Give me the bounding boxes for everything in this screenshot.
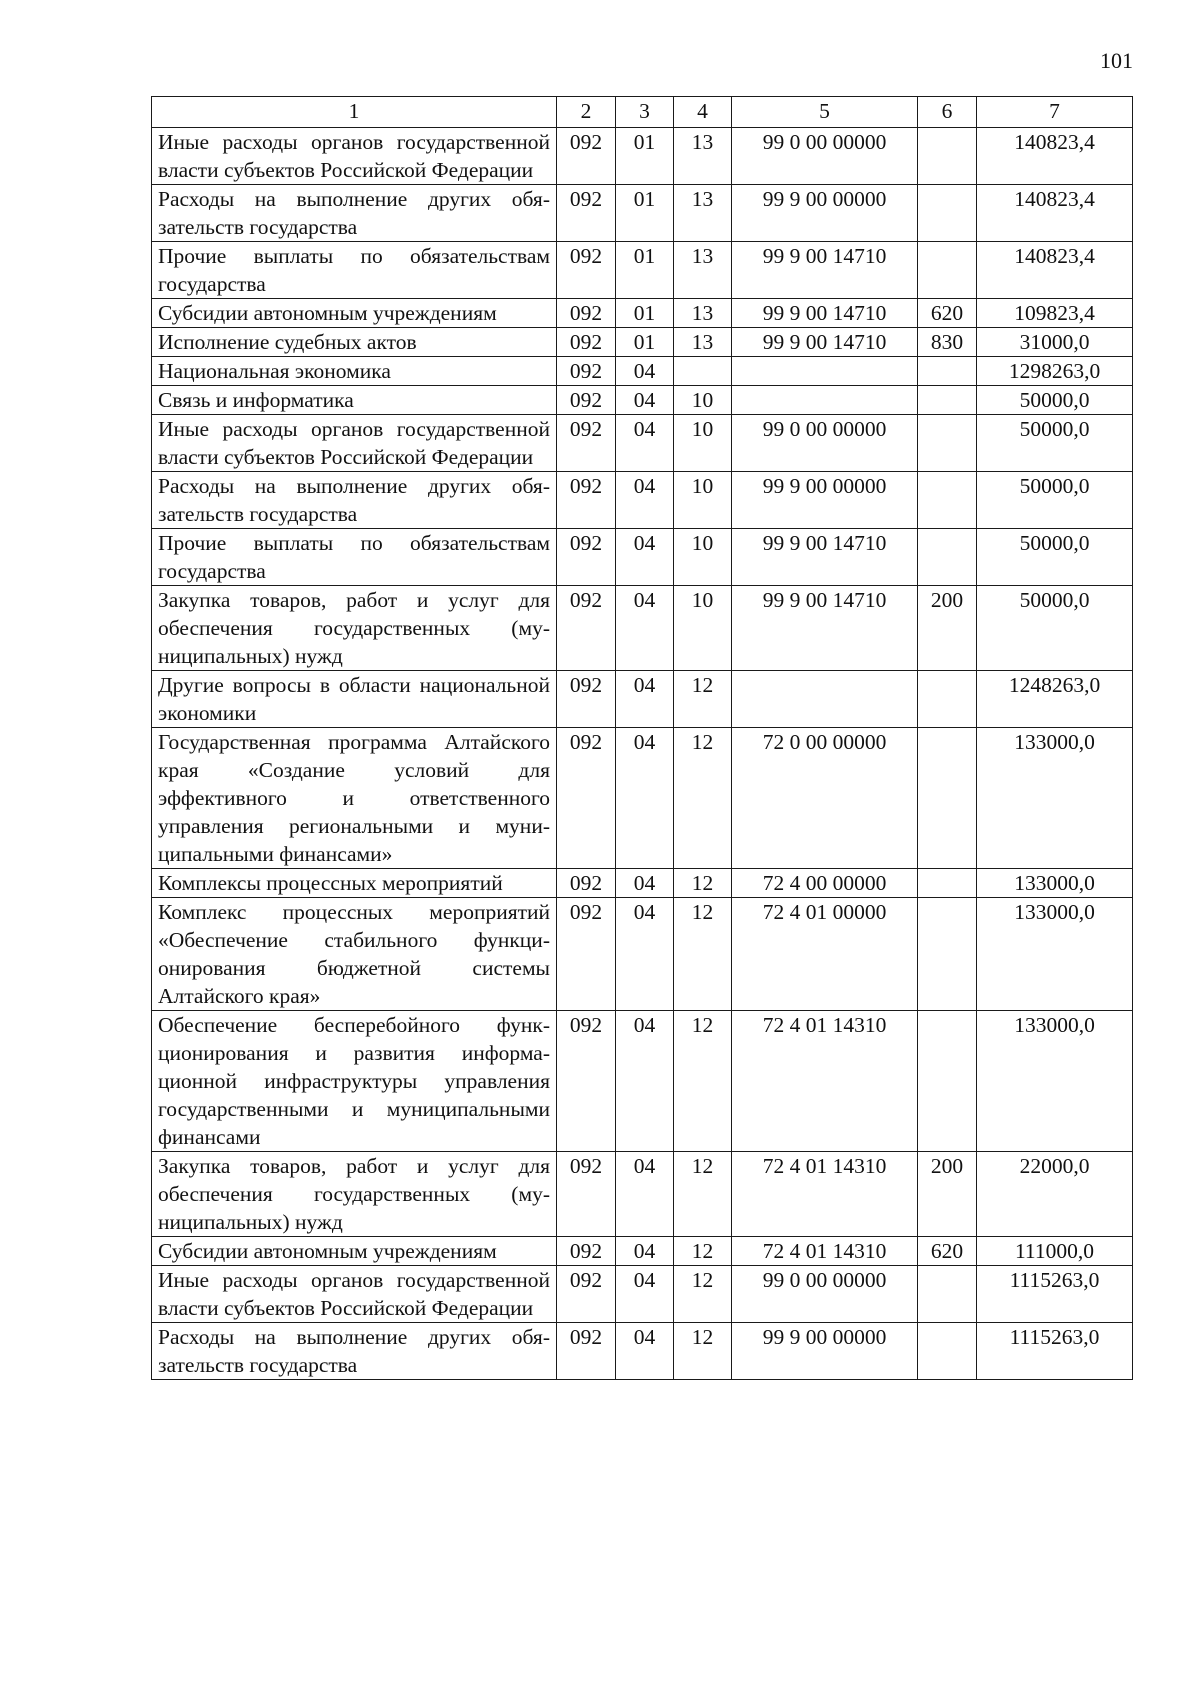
target-article-cell: 99 0 00 00000 <box>732 128 918 185</box>
expense-type-cell <box>918 472 977 529</box>
column-header-7: 7 <box>977 97 1133 128</box>
table-row <box>152 299 1133 328</box>
table-row <box>152 242 1133 299</box>
budget-table <box>151 96 1133 1380</box>
target-article-cell: 99 9 00 14710 <box>732 328 918 357</box>
ministry-code-cell: 092 <box>557 328 616 357</box>
ministry-code-cell: 092 <box>557 415 616 472</box>
expense-name-cell: Закупка товаров, работ и услуг для обеспечения государственных (муниципальных) нужд <box>152 1152 557 1237</box>
expense-type-cell <box>918 185 977 242</box>
ministry-code-cell: 092 <box>557 386 616 415</box>
target-article-cell: 99 9 00 14710 <box>732 586 918 671</box>
expense-type-cell <box>918 728 977 869</box>
subsection-code-cell: 12 <box>674 898 732 1011</box>
expense-name-cell: Обеспечение бесперебойного функционирования и развития информационной инфраструктуры управления государственными и муниципальными финансами <box>152 1011 557 1152</box>
target-article-cell: 99 9 00 00000 <box>732 472 918 529</box>
ministry-code-cell: 092 <box>557 472 616 529</box>
ministry-code-cell: 092 <box>557 671 616 728</box>
section-code-cell: 04 <box>616 1323 674 1380</box>
expense-name-cell: Иные расходы органов государственной власти субъектов Российской Федерации <box>152 128 557 185</box>
target-article-cell: 99 9 00 00000 <box>732 185 918 242</box>
section-code-cell: 01 <box>616 328 674 357</box>
amount-cell: 1115263,0 <box>977 1266 1133 1323</box>
expense-type-cell <box>918 242 977 299</box>
expense-type-cell <box>918 357 977 386</box>
section-code-cell: 04 <box>616 357 674 386</box>
expense-type-cell <box>918 1011 977 1152</box>
table-row <box>152 869 1133 898</box>
subsection-code-cell <box>674 357 732 386</box>
ministry-code-cell: 092 <box>557 1011 616 1152</box>
page-number: 101 <box>1100 48 1133 73</box>
target-article-cell: 99 9 00 14710 <box>732 242 918 299</box>
table-row <box>152 357 1133 386</box>
subsection-code-cell: 10 <box>674 386 732 415</box>
subsection-code-cell: 13 <box>674 185 732 242</box>
table-row <box>152 185 1133 242</box>
expense-name-cell: Комплексы процессных мероприятий <box>152 869 557 898</box>
table-row <box>152 898 1133 1011</box>
amount-cell: 140823,4 <box>977 128 1133 185</box>
column-header-6: 6 <box>918 97 977 128</box>
table-row <box>152 1323 1133 1380</box>
target-article-cell: 72 4 01 14310 <box>732 1152 918 1237</box>
section-code-cell: 01 <box>616 128 674 185</box>
subsection-code-cell: 12 <box>674 728 732 869</box>
amount-cell: 50000,0 <box>977 586 1133 671</box>
table-body <box>152 128 1133 1380</box>
section-code-cell: 04 <box>616 586 674 671</box>
subsection-code-cell: 10 <box>674 472 732 529</box>
amount-cell: 111000,0 <box>977 1237 1133 1266</box>
expense-type-cell: 830 <box>918 328 977 357</box>
expense-name-cell: Прочие выплаты по обязательствам государства <box>152 529 557 586</box>
ministry-code-cell: 092 <box>557 529 616 586</box>
target-article-cell: 99 0 00 00000 <box>732 1266 918 1323</box>
section-code-cell: 04 <box>616 1152 674 1237</box>
expense-type-cell <box>918 128 977 185</box>
expense-name-cell: Прочие выплаты по обязательствам государства <box>152 242 557 299</box>
expense-name-cell: Субсидии автономным учреждениям <box>152 299 557 328</box>
ministry-code-cell: 092 <box>557 898 616 1011</box>
section-code-cell: 04 <box>616 529 674 586</box>
expense-type-cell <box>918 1266 977 1323</box>
subsection-code-cell: 12 <box>674 671 732 728</box>
expense-name-cell: Другие вопросы в области национальной экономики <box>152 671 557 728</box>
table-row <box>152 328 1133 357</box>
table-row <box>152 472 1133 529</box>
expense-name-cell: Расходы на выполнение других обязательств государства <box>152 185 557 242</box>
section-code-cell: 04 <box>616 472 674 529</box>
ministry-code-cell: 092 <box>557 1266 616 1323</box>
expense-type-cell: 200 <box>918 586 977 671</box>
subsection-code-cell: 12 <box>674 1237 732 1266</box>
expense-name-cell: Исполнение судебных актов <box>152 328 557 357</box>
section-code-cell: 04 <box>616 1266 674 1323</box>
table-row <box>152 586 1133 671</box>
target-article-cell <box>732 386 918 415</box>
target-article-cell: 99 9 00 00000 <box>732 1323 918 1380</box>
amount-cell: 133000,0 <box>977 869 1133 898</box>
expense-name-cell: Иные расходы органов государственной власти субъектов Российской Федерации <box>152 1266 557 1323</box>
expense-name-cell: Расходы на выполнение других обязательств государства <box>152 472 557 529</box>
amount-cell: 109823,4 <box>977 299 1133 328</box>
ministry-code-cell: 092 <box>557 185 616 242</box>
expense-type-cell <box>918 671 977 728</box>
table-row <box>152 529 1133 586</box>
expense-name-cell: Комплекс процессных мероприятий «Обеспечение стабильного функционирования бюджетной системы Алтайского края» <box>152 898 557 1011</box>
expense-type-cell <box>918 386 977 415</box>
ministry-code-cell: 092 <box>557 1152 616 1237</box>
section-code-cell: 01 <box>616 242 674 299</box>
ministry-code-cell: 092 <box>557 728 616 869</box>
expense-name-cell: Расходы на выполнение других обязательств государства <box>152 1323 557 1380</box>
section-code-cell: 04 <box>616 415 674 472</box>
target-article-cell: 72 4 01 14310 <box>732 1011 918 1152</box>
column-header-3: 3 <box>616 97 674 128</box>
amount-cell: 1115263,0 <box>977 1323 1133 1380</box>
table-row <box>152 1266 1133 1323</box>
subsection-code-cell: 12 <box>674 1011 732 1152</box>
amount-cell: 50000,0 <box>977 529 1133 586</box>
target-article-cell <box>732 357 918 386</box>
subsection-code-cell: 13 <box>674 128 732 185</box>
ministry-code-cell: 092 <box>557 128 616 185</box>
expense-name-cell: Субсидии автономным учреждениям <box>152 1237 557 1266</box>
amount-cell: 140823,4 <box>977 242 1133 299</box>
expense-type-cell: 200 <box>918 1152 977 1237</box>
expense-name-cell: Государственная программа Алтайского края «Создание условий для эффективного и ответственного управления региональными и муниципальными финансами» <box>152 728 557 869</box>
expense-type-cell <box>918 1323 977 1380</box>
section-code-cell: 04 <box>616 728 674 869</box>
section-code-cell: 04 <box>616 1011 674 1152</box>
expense-type-cell <box>918 415 977 472</box>
expense-type-cell <box>918 898 977 1011</box>
column-header-2: 2 <box>557 97 616 128</box>
expense-type-cell: 620 <box>918 1237 977 1266</box>
section-code-cell: 04 <box>616 869 674 898</box>
amount-cell: 133000,0 <box>977 1011 1133 1152</box>
table-row <box>152 1152 1133 1237</box>
table-row <box>152 728 1133 869</box>
subsection-code-cell: 12 <box>674 1152 732 1237</box>
ministry-code-cell: 092 <box>557 869 616 898</box>
target-article-cell: 72 0 00 00000 <box>732 728 918 869</box>
table-row <box>152 386 1133 415</box>
target-article-cell: 99 0 00 00000 <box>732 415 918 472</box>
section-code-cell: 04 <box>616 671 674 728</box>
expense-name-cell: Закупка товаров, работ и услуг для обеспечения государственных (муниципальных) нужд <box>152 586 557 671</box>
section-code-cell: 01 <box>616 185 674 242</box>
subsection-code-cell: 10 <box>674 415 732 472</box>
amount-cell: 50000,0 <box>977 472 1133 529</box>
ministry-code-cell: 092 <box>557 586 616 671</box>
amount-cell: 50000,0 <box>977 386 1133 415</box>
subsection-code-cell: 10 <box>674 586 732 671</box>
expense-name-cell: Иные расходы органов государственной власти субъектов Российской Федерации <box>152 415 557 472</box>
expense-name-cell: Связь и информатика <box>152 386 557 415</box>
subsection-code-cell: 12 <box>674 869 732 898</box>
expense-type-cell <box>918 869 977 898</box>
target-article-cell <box>732 671 918 728</box>
expense-type-cell: 620 <box>918 299 977 328</box>
target-article-cell: 99 9 00 14710 <box>732 299 918 328</box>
amount-cell: 22000,0 <box>977 1152 1133 1237</box>
subsection-code-cell: 13 <box>674 242 732 299</box>
target-article-cell: 72 4 01 14310 <box>732 1237 918 1266</box>
table-header-row <box>152 97 1133 128</box>
amount-cell: 133000,0 <box>977 728 1133 869</box>
section-code-cell: 04 <box>616 386 674 415</box>
table-row <box>152 415 1133 472</box>
section-code-cell: 04 <box>616 1237 674 1266</box>
column-header-5: 5 <box>732 97 918 128</box>
ministry-code-cell: 092 <box>557 1323 616 1380</box>
target-article-cell: 72 4 00 00000 <box>732 869 918 898</box>
subsection-code-cell: 10 <box>674 529 732 586</box>
amount-cell: 50000,0 <box>977 415 1133 472</box>
amount-cell: 1248263,0 <box>977 671 1133 728</box>
amount-cell: 31000,0 <box>977 328 1133 357</box>
subsection-code-cell: 13 <box>674 328 732 357</box>
section-code-cell: 01 <box>616 299 674 328</box>
table-row <box>152 1237 1133 1266</box>
section-code-cell: 04 <box>616 898 674 1011</box>
expense-name-cell: Национальная экономика <box>152 357 557 386</box>
ministry-code-cell: 092 <box>557 357 616 386</box>
target-article-cell: 72 4 01 00000 <box>732 898 918 1011</box>
amount-cell: 140823,4 <box>977 185 1133 242</box>
table-row <box>152 1011 1133 1152</box>
ministry-code-cell: 092 <box>557 242 616 299</box>
subsection-code-cell: 12 <box>674 1323 732 1380</box>
ministry-code-cell: 092 <box>557 299 616 328</box>
target-article-cell: 99 9 00 14710 <box>732 529 918 586</box>
subsection-code-cell: 13 <box>674 299 732 328</box>
table-row <box>152 671 1133 728</box>
expense-type-cell <box>918 529 977 586</box>
amount-cell: 1298263,0 <box>977 357 1133 386</box>
amount-cell: 133000,0 <box>977 898 1133 1011</box>
table-row <box>152 128 1133 185</box>
subsection-code-cell: 12 <box>674 1266 732 1323</box>
ministry-code-cell: 092 <box>557 1237 616 1266</box>
column-header-4: 4 <box>674 97 732 128</box>
column-header-1: 1 <box>152 97 557 128</box>
